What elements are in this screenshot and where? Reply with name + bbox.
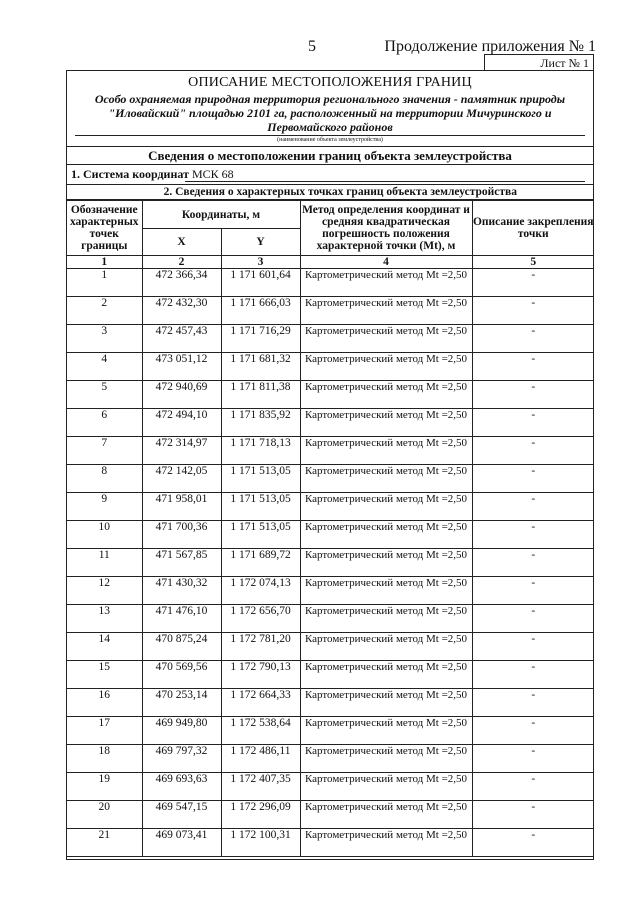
- table-row: [67, 381, 594, 409]
- point-description: -: [472, 437, 594, 465]
- header-designation: Обозначение характерных точек границы: [67, 201, 142, 256]
- point-y: 1 172 656,70: [221, 605, 300, 633]
- table-row: [67, 661, 594, 689]
- header-x: X: [142, 229, 221, 256]
- point-y: 1 172 074,13: [221, 577, 300, 605]
- point-description: -: [472, 521, 594, 549]
- continuation-label: Продолжение приложения № 1: [384, 38, 596, 55]
- point-method: Картометрический метод Mt =2,50: [300, 801, 472, 829]
- point-description: -: [472, 661, 594, 689]
- column-number: 4: [300, 256, 472, 269]
- point-method: Картометрический метод Mt =2,50: [300, 409, 472, 437]
- point-x: 471 958,01: [142, 493, 221, 521]
- table-row: [67, 493, 594, 521]
- point-method: Картометрический метод Mt =2,50: [300, 689, 472, 717]
- point-description: -: [472, 549, 594, 577]
- table-row: [67, 465, 594, 493]
- coordinate-system-row: [67, 165, 593, 185]
- points-section-title: 2. Сведения о характерных точках границ объекта землеустройства: [67, 185, 593, 200]
- point-number: 1: [67, 269, 142, 297]
- point-description: -: [472, 409, 594, 437]
- point-description: -: [472, 577, 594, 605]
- column-number: 5: [472, 256, 594, 269]
- point-x: 469 949,80: [142, 717, 221, 745]
- point-y: 1 172 296,09: [221, 801, 300, 829]
- header-coordinates: Координаты, м: [142, 201, 300, 229]
- table-row: [67, 353, 594, 381]
- point-x: 472 432,30: [142, 297, 221, 325]
- table-row: [67, 717, 594, 745]
- table-row: [67, 325, 594, 353]
- point-x: 472 366,34: [142, 269, 221, 297]
- point-x: 472 457,43: [142, 325, 221, 353]
- document-title: ОПИСАНИЕ МЕСТОПОЛОЖЕНИЯ ГРАНИЦ: [188, 75, 472, 90]
- point-description: -: [472, 269, 594, 297]
- point-number: 16: [67, 689, 142, 717]
- point-method: Картометрический метод Mt =2,50: [300, 717, 472, 745]
- point-y: 1 172 538,64: [221, 717, 300, 745]
- point-x: 470 875,24: [142, 633, 221, 661]
- point-number: 18: [67, 745, 142, 773]
- point-x: 471 567,85: [142, 549, 221, 577]
- point-description: -: [472, 353, 594, 381]
- point-description: -: [472, 605, 594, 633]
- point-x: 469 693,63: [142, 773, 221, 801]
- point-method: Картометрический метод Mt =2,50: [300, 437, 472, 465]
- point-y: 1 171 689,72: [221, 549, 300, 577]
- sheet-number: Лист № 1: [484, 54, 594, 70]
- table-row: [67, 409, 594, 437]
- point-method: Картометрический метод Mt =2,50: [300, 605, 472, 633]
- point-y: 1 171 601,64: [221, 269, 300, 297]
- table-row: [67, 689, 594, 717]
- point-x: 471 700,36: [142, 521, 221, 549]
- point-description: -: [472, 325, 594, 353]
- point-x: 472 940,69: [142, 381, 221, 409]
- table-row: [67, 745, 594, 773]
- point-y: 1 171 513,05: [221, 493, 300, 521]
- point-description: -: [472, 773, 594, 801]
- point-x: 469 547,15: [142, 801, 221, 829]
- point-y: 1 172 407,35: [221, 773, 300, 801]
- point-y: 1 171 716,29: [221, 325, 300, 353]
- point-method: Картометрический метод Mt =2,50: [300, 269, 472, 297]
- table-row: [67, 633, 594, 661]
- coordinate-system-underline: [185, 181, 585, 182]
- point-description: -: [472, 381, 594, 409]
- table-row: [67, 773, 594, 801]
- point-description: -: [472, 465, 594, 493]
- point-description: -: [472, 829, 594, 857]
- point-number: 8: [67, 465, 142, 493]
- point-number: 19: [67, 773, 142, 801]
- point-y: 1 172 100,31: [221, 829, 300, 857]
- point-description: -: [472, 717, 594, 745]
- point-method: Картометрический метод Mt =2,50: [300, 325, 472, 353]
- point-y: 1 172 781,20: [221, 633, 300, 661]
- point-number: 11: [67, 549, 142, 577]
- point-y: 1 171 666,03: [221, 297, 300, 325]
- point-number: 21: [67, 829, 142, 857]
- point-y: 1 171 811,38: [221, 381, 300, 409]
- point-method: Картометрический метод Mt =2,50: [300, 465, 472, 493]
- point-method: Картометрический метод Mt =2,50: [300, 633, 472, 661]
- point-method: Картометрический метод Mt =2,50: [300, 493, 472, 521]
- points-table: [67, 200, 594, 857]
- section-title: Сведения о местоположении границ объекта землеустройства: [67, 146, 593, 165]
- coordinate-system-label: 1. Система координат: [71, 167, 189, 181]
- point-method: Картометрический метод Mt =2,50: [300, 577, 472, 605]
- object-name: Особо охраняемая природная территория регионального значения - памятник природы "Иловайский" площадью 2101 га, расположенный на территории Мичуринского и Первомайского районов: [94, 92, 566, 134]
- point-x: 471 430,32: [142, 577, 221, 605]
- point-y: 1 171 835,92: [221, 409, 300, 437]
- table-row: [67, 801, 594, 829]
- header-method: Метод определения координат и средняя квадратическая погрешность положения характерной точки (Mt), м: [300, 201, 472, 256]
- column-number: 2: [142, 256, 221, 269]
- table-row: [67, 549, 594, 577]
- point-number: 10: [67, 521, 142, 549]
- point-method: Картометрический метод Mt =2,50: [300, 773, 472, 801]
- point-number: 5: [67, 381, 142, 409]
- document-frame: [66, 70, 594, 860]
- point-method: Картометрический метод Mt =2,50: [300, 381, 472, 409]
- coordinate-system-value: МСК 68: [192, 167, 234, 181]
- table-row: [67, 577, 594, 605]
- point-method: Картометрический метод Mt =2,50: [300, 353, 472, 381]
- point-x: 473 051,12: [142, 353, 221, 381]
- point-method: Картометрический метод Mt =2,50: [300, 661, 472, 689]
- point-description: -: [472, 493, 594, 521]
- table-row: [67, 605, 594, 633]
- point-method: Картометрический метод Mt =2,50: [300, 549, 472, 577]
- point-x: 472 494,10: [142, 409, 221, 437]
- header-description: Описание закрепления точки: [472, 201, 594, 256]
- point-y: 1 171 513,05: [221, 465, 300, 493]
- page-number: 5: [308, 38, 316, 55]
- table-row: [67, 829, 594, 857]
- point-description: -: [472, 633, 594, 661]
- point-description: -: [472, 689, 594, 717]
- point-description: -: [472, 801, 594, 829]
- point-x: 470 253,14: [142, 689, 221, 717]
- point-number: 4: [67, 353, 142, 381]
- point-number: 15: [67, 661, 142, 689]
- point-y: 1 171 681,32: [221, 353, 300, 381]
- point-number: 17: [67, 717, 142, 745]
- point-x: 469 797,32: [142, 745, 221, 773]
- point-number: 6: [67, 409, 142, 437]
- point-method: Картометрический метод Mt =2,50: [300, 745, 472, 773]
- point-number: 13: [67, 605, 142, 633]
- table-row: [67, 297, 594, 325]
- point-description: -: [472, 297, 594, 325]
- point-y: 1 171 513,05: [221, 521, 300, 549]
- column-number: 3: [221, 256, 300, 269]
- header-y: Y: [221, 229, 300, 256]
- point-number: 9: [67, 493, 142, 521]
- table-row: [67, 269, 594, 297]
- point-number: 2: [67, 297, 142, 325]
- point-x: 470 569,56: [142, 661, 221, 689]
- point-x: 472 142,05: [142, 465, 221, 493]
- point-y: 1 171 718,13: [221, 437, 300, 465]
- object-name-caption: (наименование объекта землеустройства): [277, 137, 383, 143]
- point-x: 471 476,10: [142, 605, 221, 633]
- point-method: Картометрический метод Mt =2,50: [300, 829, 472, 857]
- point-number: 3: [67, 325, 142, 353]
- point-description: -: [472, 745, 594, 773]
- point-x: 472 314,97: [142, 437, 221, 465]
- point-number: 7: [67, 437, 142, 465]
- point-number: 20: [67, 801, 142, 829]
- point-y: 1 172 790,13: [221, 661, 300, 689]
- point-number: 12: [67, 577, 142, 605]
- point-number: 14: [67, 633, 142, 661]
- table-row: [67, 521, 594, 549]
- table-row: [67, 437, 594, 465]
- point-x: 469 073,41: [142, 829, 221, 857]
- point-y: 1 172 486,11: [221, 745, 300, 773]
- point-method: Картометрический метод Mt =2,50: [300, 521, 472, 549]
- point-y: 1 172 664,33: [221, 689, 300, 717]
- point-method: Картометрический метод Mt =2,50: [300, 297, 472, 325]
- column-number: 1: [67, 256, 142, 269]
